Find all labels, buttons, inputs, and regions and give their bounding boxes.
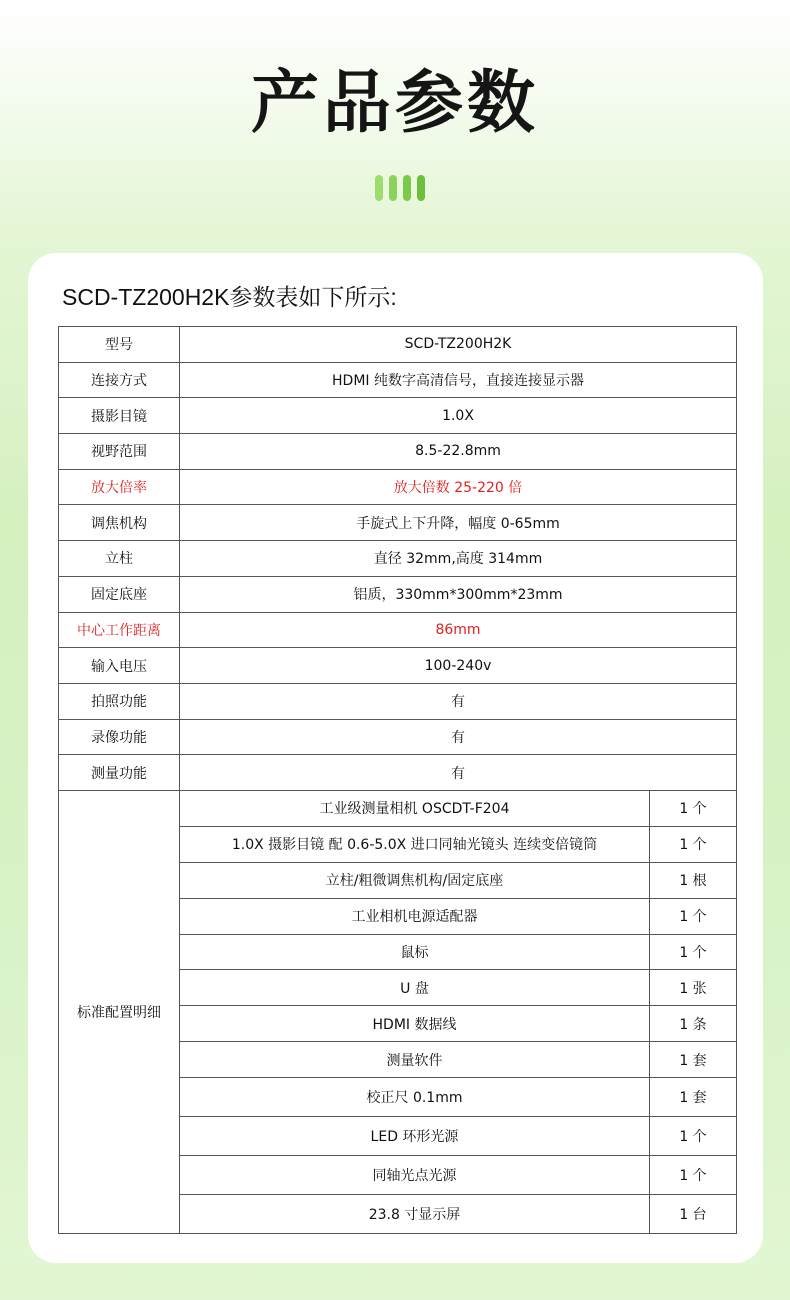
config-item-name: 同轴光点光源 <box>180 1156 650 1195</box>
param-row <box>59 327 737 363</box>
config-item-qty: 1 台 <box>650 1195 737 1234</box>
param-label: 型号 <box>59 327 180 363</box>
config-item-qty: 1 个 <box>650 826 737 862</box>
param-row <box>59 541 737 577</box>
param-value: 放大倍数 25-220 倍 <box>180 469 737 505</box>
spec-table <box>58 326 737 1234</box>
spec-intro-text: SCD-TZ200H2K参数表如下所示: <box>62 284 397 310</box>
config-item-name: 立柱/粗微调焦机构/固定底座 <box>180 862 650 898</box>
param-label: 放大倍率 <box>59 469 180 505</box>
param-row <box>59 576 737 612</box>
param-value: 铝质，330mm*300mm*23mm <box>180 576 737 612</box>
config-item-qty: 1 个 <box>650 898 737 934</box>
param-value: HDMI 纯数字高清信号，直接连接显示器 <box>180 362 737 398</box>
param-value: 手旋式上下升降，幅度 0-65mm <box>180 505 737 541</box>
param-value: 有 <box>180 755 737 791</box>
param-row <box>59 612 737 648</box>
config-item-name: HDMI 数据线 <box>180 1006 650 1042</box>
param-value: 100-240v <box>180 648 737 684</box>
config-label: 标准配置明细 <box>59 790 180 1234</box>
config-item-qty: 1 套 <box>650 1078 737 1117</box>
config-item-qty: 1 个 <box>650 1156 737 1195</box>
config-item-qty: 1 个 <box>650 934 737 970</box>
param-row <box>59 434 737 470</box>
page-title: 产品参数 <box>250 64 539 143</box>
config-item-name: 工业级测量相机 OSCDT-F204 <box>180 790 650 826</box>
param-row <box>59 362 737 398</box>
param-value: 有 <box>180 719 737 755</box>
config-item-qty: 1 个 <box>650 1117 737 1156</box>
config-item-qty: 1 条 <box>650 1006 737 1042</box>
param-value: 直径 32mm,高度 314mm <box>180 541 737 577</box>
param-row <box>59 398 737 434</box>
decorative-bars-icon <box>375 175 425 201</box>
param-label: 立柱 <box>59 541 180 577</box>
param-row <box>59 469 737 505</box>
param-label: 输入电压 <box>59 648 180 684</box>
config-item-qty: 1 张 <box>650 970 737 1006</box>
config-item-qty: 1 个 <box>650 790 737 826</box>
param-label: 摄影目镜 <box>59 398 180 434</box>
param-value: 8.5-22.8mm <box>180 434 737 470</box>
param-label: 拍照功能 <box>59 683 180 719</box>
config-item-name: 1.0X 摄影目镜 配 0.6-5.0X 进口同轴光镜头 连续变倍镜筒 <box>180 826 650 862</box>
config-item-qty: 1 套 <box>650 1042 737 1078</box>
param-label: 录像功能 <box>59 719 180 755</box>
config-row <box>59 790 737 826</box>
config-item-name: 工业相机电源适配器 <box>180 898 650 934</box>
config-item-name: LED 环形光源 <box>180 1117 650 1156</box>
param-label: 中心工作距离 <box>59 612 180 648</box>
param-value: 1.0X <box>180 398 737 434</box>
param-row <box>59 719 737 755</box>
config-item-name: 23.8 寸显示屏 <box>180 1195 650 1234</box>
param-row <box>59 755 737 791</box>
spec-card <box>28 253 763 1263</box>
param-label: 连接方式 <box>59 362 180 398</box>
config-item-qty: 1 根 <box>650 862 737 898</box>
param-value: 86mm <box>180 612 737 648</box>
param-label: 测量功能 <box>59 755 180 791</box>
param-row <box>59 683 737 719</box>
param-label: 固定底座 <box>59 576 180 612</box>
config-item-name: 测量软件 <box>180 1042 650 1078</box>
param-label: 视野范围 <box>59 434 180 470</box>
param-row <box>59 505 737 541</box>
config-item-name: U 盘 <box>180 970 650 1006</box>
param-label: 调焦机构 <box>59 505 180 541</box>
param-value: SCD-TZ200H2K <box>180 327 737 363</box>
config-item-name: 鼠标 <box>180 934 650 970</box>
param-value: 有 <box>180 683 737 719</box>
param-row <box>59 648 737 684</box>
config-item-name: 校正尺 0.1mm <box>180 1078 650 1117</box>
